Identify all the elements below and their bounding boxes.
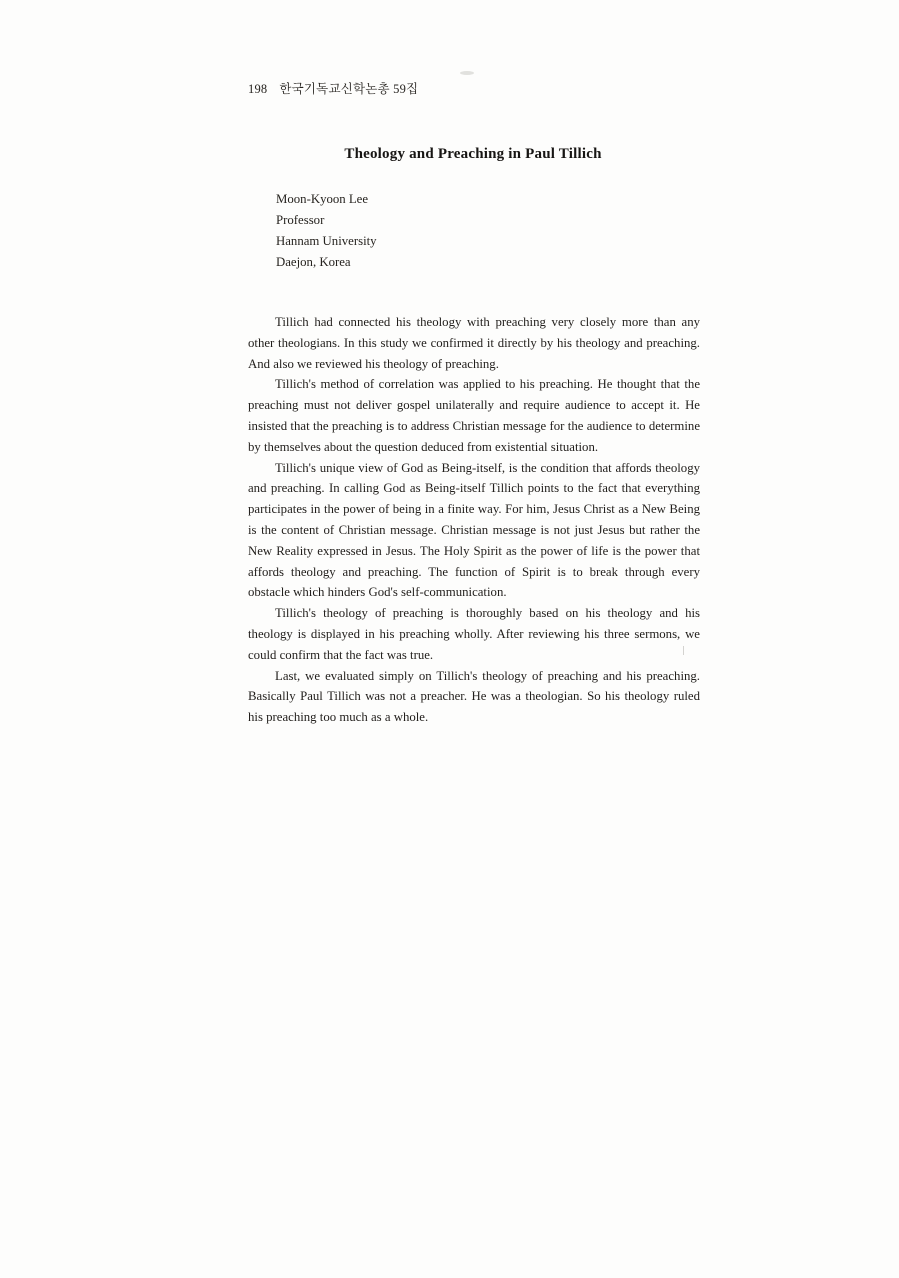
page-number: 198	[248, 82, 268, 96]
paragraph: Last, we evaluated simply on Tillich's theology of preaching and his preaching. Basically Paul Tillich was not a preacher. He was a theologian. So his theology ruled his preaching too much as a whole.	[248, 668, 700, 725]
article-title: Theology and Preaching in Paul Tillich	[344, 146, 602, 162]
journal-title: 한국기독교신학논총 59집	[279, 82, 419, 96]
paragraph: Tillich's unique view of God as Being-itself, is the condition that affords theology and preaching. In calling God as Being-itself Tillich points to the fact that everything participates in the power of being in a finite way. For him, Jesus Christ as a New Being is the content of Christian message. Christian message is not just Jesus but rather the New Reality expressed in Jesus. The Holy Spirit as the power of life is the power that affords theology and preaching. The function of Spirit is to break through every obstacle which hinders God's self-communication.	[248, 460, 700, 600]
abstract-body	[248, 312, 700, 728]
author-name: Moon-Kyoon Lee	[276, 192, 369, 206]
scan-smudge	[460, 71, 474, 75]
running-header	[248, 79, 418, 97]
paragraph: Tillich's theology of preaching is thoroughly based on his theology and his theology is displayed in his preaching wholly. After reviewing his three sermons, we could confirm that the fact was true.	[248, 606, 700, 662]
author-role: Professor	[276, 213, 325, 227]
author-location: Daejon, Korea	[276, 255, 351, 269]
author-block	[276, 189, 377, 273]
paragraph: Tillich had connected his theology with preaching very closely more than any other theologians. In this study we confirmed it directly by his theology and preaching. And also we reviewed his theology of preaching.	[248, 315, 700, 371]
author-affiliation: Hannam University	[276, 234, 377, 248]
paragraph: Tillich's method of correlation was applied to his preaching. He thought that the preaching must not deliver gospel unilaterally and require audience to accept it. He insisted that the preaching is to address Christian message for the audience to determine by themselves about the question deduced from existential situation.	[248, 377, 700, 454]
